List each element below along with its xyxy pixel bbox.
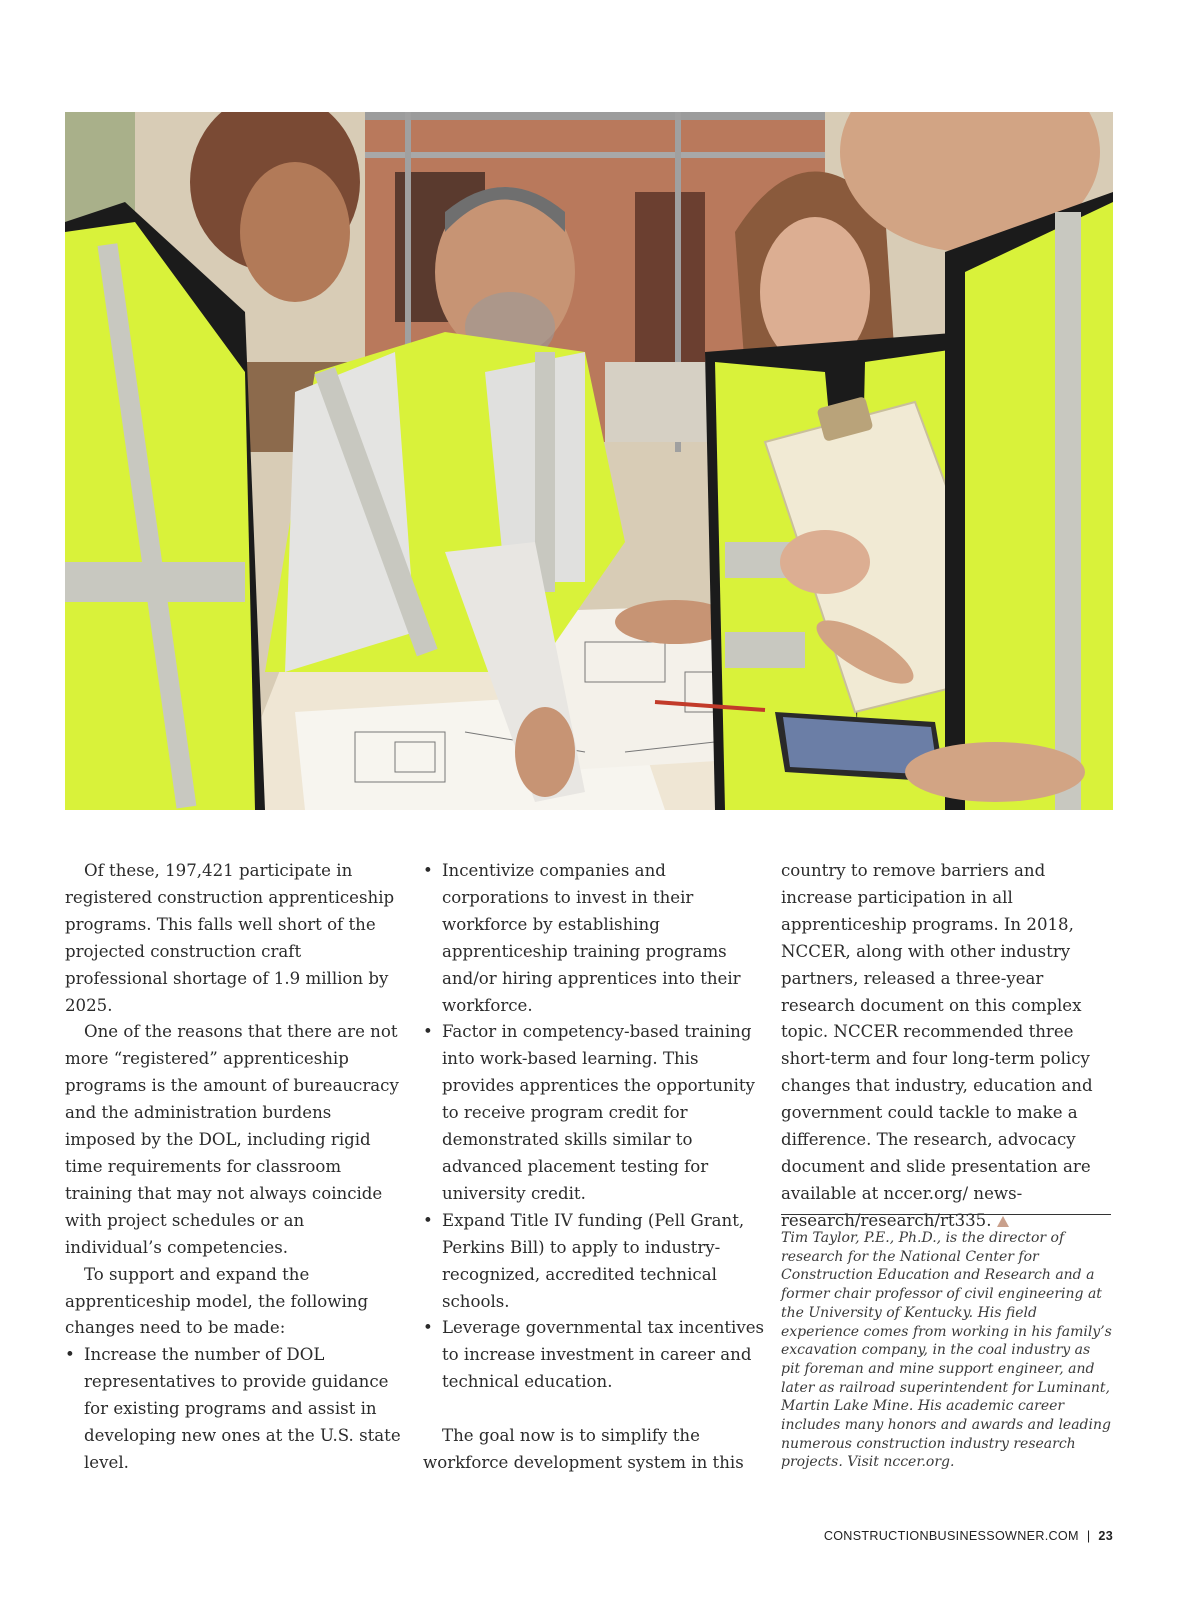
recommendation-list [423,858,765,1396]
list-item: • Incentivize companies and corporations to invest in their workforce by establishing apprenticeship training programs and/or hiring apprentices into their workforce. [423,858,765,1019]
author-bio: Tim Taylor, P.E., Ph.D., is the director of research for the National Center for Construction Education and Research and a former chair professor of civil engineering at the University of Kentucky. His field experience comes from working in his family’s excavation company, in the coal industry as pit foreman and mine support engineer, and later as railroad superintendent for Luminant, Martin Lake Mine. His academic career includes many honors and awards and leading numerous construction industry research projects. Visit nccer.org. [781,1230,1112,1471]
paragraph-gap [423,1396,765,1423]
body-paragraph: To support and expand the apprenticeship model, the following changes need to be made: [65,1264,369,1338]
bio-divider [781,1214,1111,1215]
body-paragraph [781,858,1113,1235]
recommendation-list [65,1342,405,1477]
body-paragraph: Of these, 197,421 participate in registered construction apprenticeship programs. This falls well short of the projected construction craft professional shortage of 1.9 million by 2025. [65,861,395,1015]
footer-site-link[interactable]: CONSTRUCTIONBUSINESSOWNER.COM [823,1529,1079,1543]
end-of-article-icon [997,1216,1009,1227]
footer-separator: | [1086,1529,1091,1543]
article-column-1 [65,858,405,1477]
construction-workers-reviewing-plans-photo [65,112,1113,810]
page-footer [824,1529,1113,1543]
body-paragraph: The goal now is to simplify the workforce development system in this [423,1426,744,1473]
list-item: • Increase the number of DOL representatives to provide guidance for existing programs and assist in developing new ones at the U.S. state level. [65,1342,405,1477]
list-item: • Expand Title IV funding (Pell Grant, Perkins Bill) to apply to industry-recognized, accredited technical schools. [423,1208,765,1316]
article-column-3 [781,858,1113,1235]
article-column-2 [423,858,765,1477]
closing-paragraph-text: country to remove barriers and increase participation in all apprenticeship programs. In 2018, NCCER, along with other industry partners, released a three-year research document on this complex topic. NCCER recommended three short-term and four long-term policy changes that industry, education and government could tackle to make a difference. The research, advocacy document and slide presentation are available at nccer.org/ news-research/research/rt335. [781,861,1093,1230]
article-photo [65,112,1113,810]
body-paragraph: One of the reasons that there are not more “registered” apprenticeship programs is the amount of bureaucracy and the administration burdens imposed by the DOL, including rigid time requirements for classroom training that may not always coincide with project schedules or an individual’s competencies. [65,1022,399,1257]
page-number: 23 [1098,1529,1113,1543]
list-item: • Leverage governmental tax incentives to increase investment in career and technical education. [423,1315,765,1396]
list-item: • Factor in competency-based training into work-based learning. This provides apprentices the opportunity to receive program credit for demonstrated skills similar to advanced placement testing for university credit. [423,1019,765,1207]
